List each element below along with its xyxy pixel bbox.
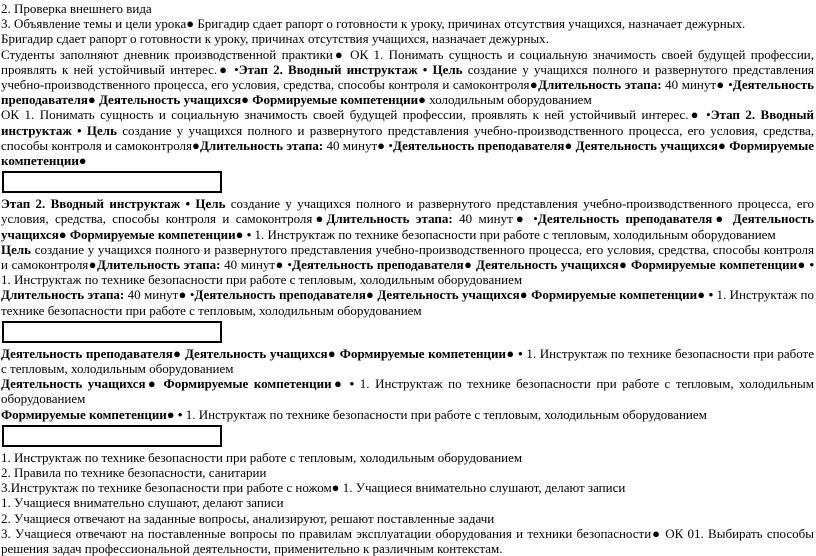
bold-run: Длительность этапа: bbox=[96, 257, 221, 273]
text-run: 1. Инструктаж по технике безопасности при работе с тепловым, холодильным оборудованием bbox=[251, 226, 776, 242]
text-run: 1. Инструктаж по технике безопасности при работе с тепловым, холодильным оборудованием bbox=[182, 406, 707, 422]
text-run: 40 минут● • bbox=[124, 287, 195, 303]
bold-run: Деятельность преподавателя● Деятельность учащихся● Формируемые компетенции● • bbox=[1, 345, 523, 361]
text-line: 3.Инструктаж по технике безопасности при работе с ножом● 1. Учащиеся внимательно слушают, делают записи bbox=[1, 480, 626, 496]
text-run: создание у учащихся полного и развернутого представления учебно-производственного процесса, его условия, средства, способы контроля и самоконтроля● bbox=[1, 196, 814, 227]
bold-run: Длительность этапа: bbox=[538, 77, 662, 93]
text-line: 1. Инструктаж по технике безопасности при работе с тепловым, холодильным оборудованием bbox=[1, 449, 523, 465]
text-run: холодильным оборудованием bbox=[425, 92, 592, 108]
empty-frame bbox=[2, 321, 222, 343]
bold-run: Деятельность преподавателя● Деятельность учащихся● Формируемые компетенции● bbox=[1, 77, 814, 108]
empty-frame bbox=[2, 171, 222, 193]
bold-run: Этап 2. Вводный инструктаж • Цель bbox=[1, 196, 226, 212]
text-line: 3. Учащиеся отвечают на поставленные вопросы по правилам эксплуатации оборудования и техники безопасности● ОК 01. Выбирать способы решения задач профессиональной деятельности, применительно к различным контекстам. bbox=[1, 525, 814, 556]
bold-run: Деятельность преподавателя● Деятельность учащихся● Формируемые компетенции● bbox=[1, 137, 814, 169]
text-run: 40 минут● • bbox=[323, 137, 393, 153]
text-line: 2. Проверка внешнего вида bbox=[1, 1, 152, 16]
paragraph-1 bbox=[1, 47, 814, 108]
text-line: Бригадир сдает рапорт о готовности к уроку, причинах отсутствия учащихся, назначает дежурных. bbox=[1, 31, 549, 47]
text-run: создание у учащихся полного и развернутого представления учебно-производственного процесса, его условия, средства, способы контроля и самоконтроля● bbox=[1, 122, 814, 153]
bold-run: Длительность этапа: bbox=[199, 137, 324, 153]
text-run: 1. Инструктаж по технике безопасности при работе с тепловым, холодильным оборудованием bbox=[1, 345, 814, 377]
paragraph-4 bbox=[1, 242, 814, 288]
bold-run: Формируемые компетенции● • bbox=[1, 406, 183, 422]
paragraph-8 bbox=[1, 407, 814, 422]
bold-run: Деятельность преподавателя● Деятельность учащихся● Формируемые компетенции● • bbox=[1, 211, 815, 242]
text-run: создание у учащихся полного и развернутого представления учебно-производственного процесса, его условия, средства, способы контроля и самоконтроля● bbox=[1, 61, 815, 93]
paragraph-7 bbox=[1, 376, 814, 406]
empty-frame bbox=[2, 425, 222, 447]
text-run: 40 минут● • bbox=[661, 77, 733, 93]
bold-run: Деятельность преподавателя● Деятельность учащихся● Формируемые компетенции● • bbox=[194, 287, 714, 303]
text-run: создание у учащихся полного и развернутого представления учебно-производственного процесса, его условия, средства, способы контроля и самоконтроля● bbox=[1, 241, 814, 273]
text-run: 1. Инструктаж по технике безопасности при работе с тепловым, холодильным оборудованием bbox=[1, 376, 814, 407]
text-run: 1. Инструктаж по технике безопасности при работе с тепловым, холодильным оборудованием bbox=[1, 272, 523, 288]
bold-run: Этап 2. Вводный инструктаж • Цель bbox=[238, 61, 463, 77]
bold-run: Длительность этапа: bbox=[1, 287, 125, 303]
paragraph-5 bbox=[1, 287, 814, 317]
text-line: 1. Учащиеся внимательно слушают, делают записи bbox=[1, 495, 284, 511]
text-line: 3. Объявление темы и цели урока● Бригадир сдает рапорт о готовности к уроку, причинах отсутствия учащихся, назначает дежурных. bbox=[1, 16, 746, 32]
text-run: Студенты заполняют дневник производственной практики● ОК 1. Понимать сущность и социальную значимость своей будущей профессии, проявлять к ней устойчивый интерес.● • bbox=[1, 46, 814, 77]
paragraph-2 bbox=[1, 107, 814, 168]
bold-run: Цель bbox=[1, 241, 32, 257]
text-run: ОК 1. Понимать сущность и социальную значимость своей будущей профессии, проявлять к ней устойчивый интерес.● • bbox=[1, 107, 711, 123]
paragraph-3 bbox=[1, 196, 814, 242]
bold-run: Этап 2. Вводный инструктаж • Цель bbox=[1, 107, 814, 138]
paragraph-6 bbox=[1, 346, 814, 376]
text-run: 40 минут● • bbox=[452, 211, 538, 227]
text-run: 40 минут● • bbox=[220, 257, 292, 273]
text-line: 2. Учащиеся отвечают на заданные вопросы, анализируют, решают поставленные задачи bbox=[1, 510, 495, 526]
text-run: 1. Инструктаж по технике безопасности при работе с тепловым, холодильным оборудованием bbox=[1, 287, 814, 318]
bold-run: Деятельность учащихся● Формируемые компетенции● • bbox=[1, 376, 355, 392]
bold-run: Длительность этапа: bbox=[326, 211, 453, 227]
document-page bbox=[1, 1, 814, 556]
bold-run: Деятельность преподавателя● Деятельность учащихся● Формируемые компетенции● • bbox=[291, 257, 815, 273]
text-line: 2. Правила по технике безопасности, санитарии bbox=[1, 465, 267, 481]
